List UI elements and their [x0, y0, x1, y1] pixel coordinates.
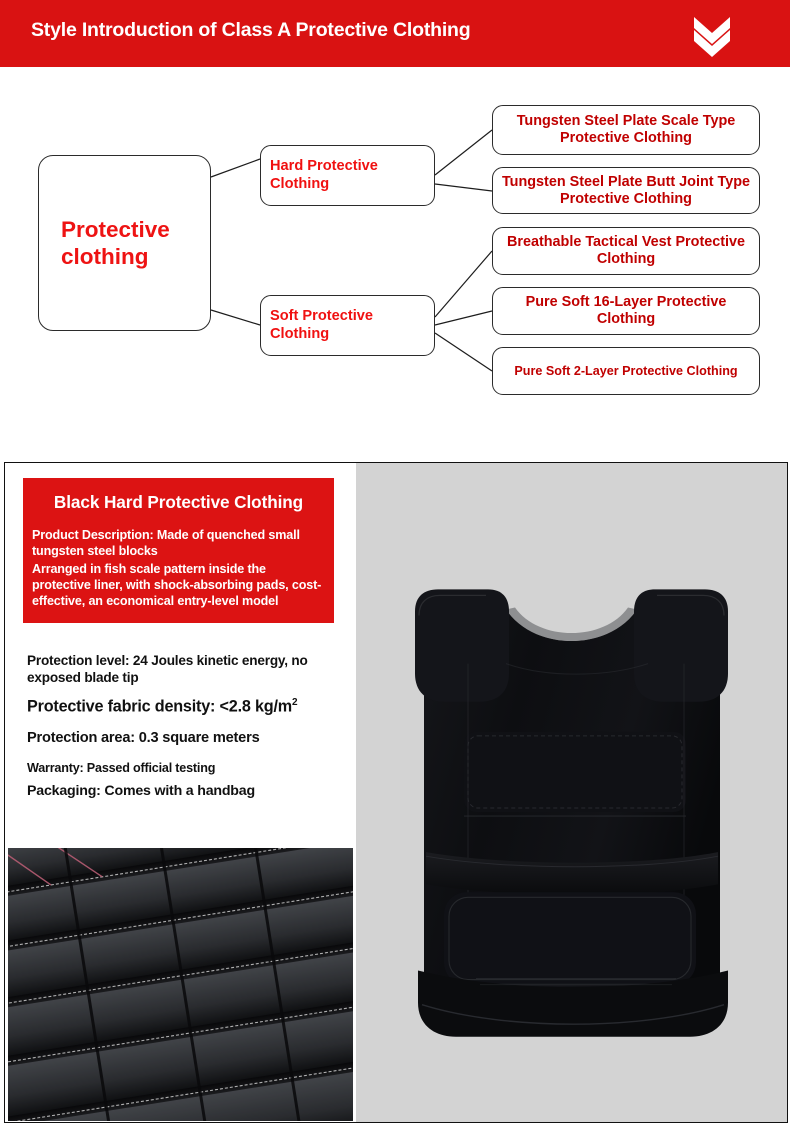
double-chevron-down-icon: [690, 13, 734, 57]
diagram-node-root[interactable]: [38, 155, 211, 331]
diagram-leaf-pure-soft-2-layer[interactable]: [492, 347, 760, 395]
quilted-fabric-photo: [8, 848, 353, 1121]
page-header: [0, 0, 790, 67]
spec-fabric-density-exponent: 2: [291, 697, 298, 709]
diagram-node-soft-protective-label: Soft Protective Clothing: [270, 308, 373, 342]
diagram-leaf-tungsten-butt-joint[interactable]: [492, 167, 760, 214]
product-info-panel: [5, 463, 354, 1122]
diagram-node-soft-protective[interactable]: [260, 295, 435, 356]
diagram-leaf-tungsten-scale[interactable]: [492, 105, 760, 155]
product-showcase: [4, 462, 788, 1123]
diagram-leaf-breathable-tactical-vest-label: Breathable Tactical Vest Protective Clothing: [506, 234, 746, 267]
diagram-node-root-label: Protective clothing: [61, 216, 170, 269]
spec-fabric-density-text: Protective fabric density: <2.8 kg/m: [27, 697, 292, 716]
diagram-leaf-pure-soft-2-layer-label: Pure Soft 2-Layer Protective Clothing: [514, 363, 738, 378]
page-title: Style Introduction of Class A Protective Clothing: [31, 19, 471, 41]
product-description-line-1: Product Description: Made of quenched small tungsten steel blocks: [32, 528, 300, 559]
product-title: Black Hard Protective Clothing: [53, 492, 304, 512]
spec-protection-area: Protection area: 0.3 square meters: [27, 730, 260, 747]
black-protective-vest-photo: [356, 463, 787, 1122]
product-description: [32, 527, 325, 610]
diagram-leaf-pure-soft-16-layer-label: Pure Soft 16-Layer Protective Clothing: [525, 294, 727, 327]
diagram-leaf-breathable-tactical-vest[interactable]: [492, 227, 760, 275]
diagram-leaf-tungsten-butt-joint-label: Tungsten Steel Plate Butt Joint Type Protective Clothing: [501, 173, 751, 207]
diagram-leaf-pure-soft-16-layer[interactable]: [492, 287, 760, 335]
diagram-leaf-tungsten-scale-label: Tungsten Steel Plate Scale Type Protective Clothing: [516, 113, 736, 146]
spec-protection-level: Protection level: 24 Joules kinetic energy, no exposed blade tip: [27, 653, 308, 685]
product-description-line-2: Arranged in fish scale pattern inside the protective liner, with shock-absorbing pads, cost-effective, an economical entry-level model: [32, 561, 322, 609]
diagram-node-hard-protective[interactable]: [260, 145, 435, 206]
spec-warranty: Warranty: Passed official testing: [27, 761, 216, 776]
spec-packaging: Packaging: Comes with a handbag: [27, 783, 255, 800]
product-highlight-block: [23, 478, 334, 623]
product-image-panel: [354, 463, 787, 1122]
spec-fabric-density: [27, 697, 345, 717]
diagram-node-hard-protective-label: Hard Protective Clothing: [270, 158, 378, 192]
hierarchy-diagram: [0, 67, 790, 452]
product-spec-list: [27, 653, 345, 801]
